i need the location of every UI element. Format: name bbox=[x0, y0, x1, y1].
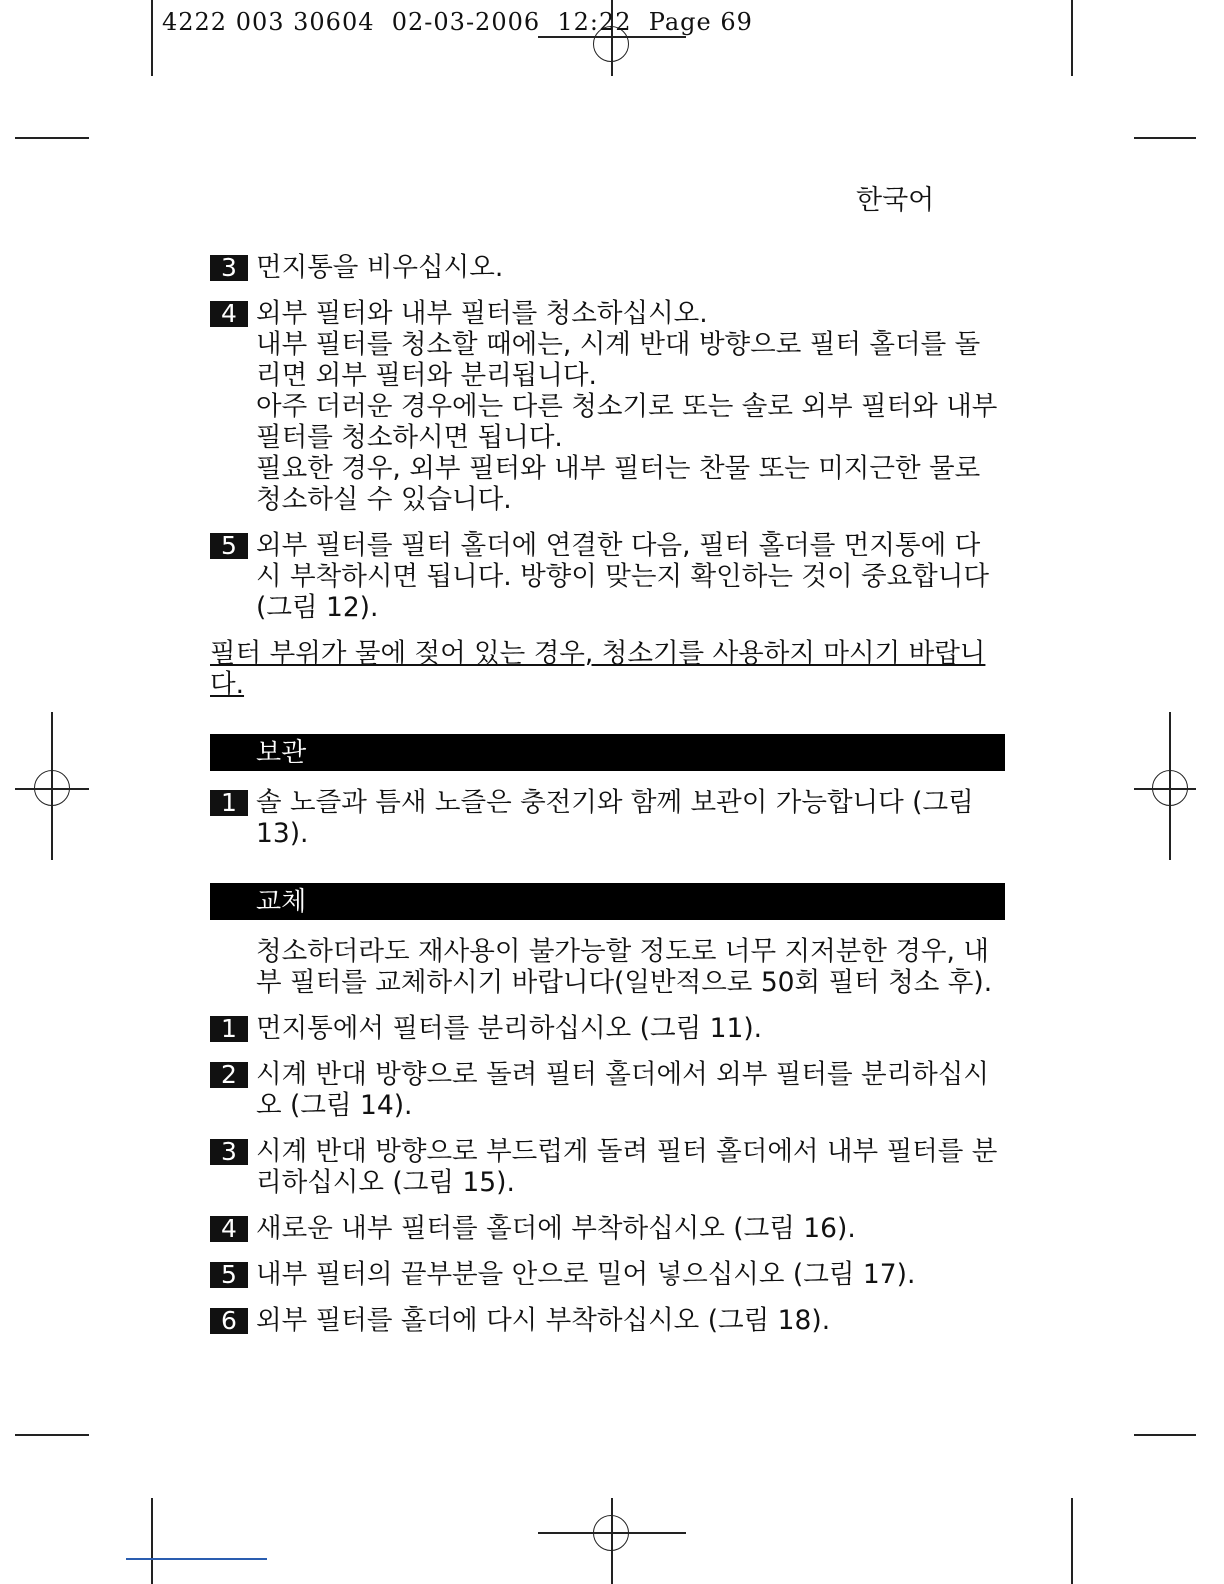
step-text: 새로운 내부 필터를 홀더에 부착하십시오 (그림 16). bbox=[256, 1213, 856, 1244]
step-text: 내부 필터의 끝부분을 안으로 밀어 넣으십시오 (그림 17). bbox=[256, 1259, 916, 1290]
replacement-step-3 bbox=[210, 1136, 1005, 1198]
step-number: 5 bbox=[210, 533, 248, 559]
step-4 bbox=[210, 298, 1005, 515]
step-line: 외부 필터와 내부 필터를 청소하십시오. bbox=[256, 298, 708, 329]
replacement-step-6 bbox=[210, 1305, 1005, 1336]
step-number: 2 bbox=[210, 1062, 248, 1088]
step-number: 1 bbox=[210, 1016, 248, 1042]
step-number: 5 bbox=[210, 1262, 248, 1288]
step-text: 먼지통에서 필터를 분리하십시오 (그림 11). bbox=[256, 1013, 763, 1044]
step-text: 시계 반대 방향으로 돌려 필터 홀더에서 외부 필터를 분리하십시오 (그림 14). bbox=[256, 1059, 989, 1121]
step-5 bbox=[210, 530, 1005, 623]
step-number: 4 bbox=[210, 1216, 248, 1242]
section-heading-replacement: 교체 bbox=[210, 883, 1005, 920]
warning-note: 필터 부위가 물에 젖어 있는 경우, 청소기를 사용하지 마시기 바랍니다. bbox=[210, 638, 986, 700]
section-heading-storage: 보관 bbox=[210, 734, 1005, 771]
step-text: 먼지통을 비우십시오. bbox=[256, 252, 504, 283]
step-number: 1 bbox=[210, 790, 248, 816]
replacement-step-4 bbox=[210, 1213, 1005, 1244]
step-text: 시계 반대 방향으로 부드럽게 돌려 필터 홀더에서 내부 필터를 분리하십시오 (그림 15). bbox=[256, 1136, 998, 1198]
step-line: 필요한 경우, 외부 필터와 내부 필터는 찬물 또는 미지근한 물로 청소하실 수 있습니다. bbox=[256, 453, 981, 515]
print-slug: 4222 003 30604 02-03-2006 12:22 Page 69 bbox=[162, 8, 753, 36]
step-text: 외부 필터를 필터 홀더에 연결한 다음, 필터 홀더를 먼지통에 다시 부착하시면 됩니다. 방향이 맞는지 확인하는 것이 중요합니다 (그림 12). bbox=[256, 530, 989, 623]
step-line: 아주 더러운 경우에는 다른 청소기로 또는 솔로 외부 필터와 내부 필터를 청소하시면 됩니다. bbox=[256, 391, 998, 453]
step-number: 4 bbox=[210, 301, 248, 327]
replacement-step-1 bbox=[210, 1013, 1005, 1044]
language-label: 한국어 bbox=[856, 185, 935, 216]
step-number: 3 bbox=[210, 1139, 248, 1165]
step-text bbox=[256, 298, 1005, 515]
step-line: 내부 필터를 청소할 때에는, 시계 반대 방향으로 필터 홀더를 돌리면 외부 필터와 분리됩니다. bbox=[256, 329, 981, 391]
step-3 bbox=[210, 252, 1005, 283]
step-text: 솔 노즐과 틈새 노즐은 충전기와 함께 보관이 가능합니다 (그림 13). bbox=[256, 787, 974, 849]
replacement-intro: 청소하더라도 재사용이 불가능할 정도로 너무 지저분한 경우, 내부 필터를 교체하시기 바랍니다(일반적으로 50회 필터 청소 후). bbox=[256, 936, 993, 998]
step-number: 6 bbox=[210, 1308, 248, 1334]
step-number: 3 bbox=[210, 255, 248, 281]
page-content bbox=[210, 252, 1005, 1351]
replacement-step-2 bbox=[210, 1059, 1005, 1121]
replacement-step-5 bbox=[210, 1259, 1005, 1290]
storage-step-1 bbox=[210, 787, 1005, 849]
step-text: 외부 필터를 홀더에 다시 부착하십시오 (그림 18). bbox=[256, 1305, 831, 1336]
